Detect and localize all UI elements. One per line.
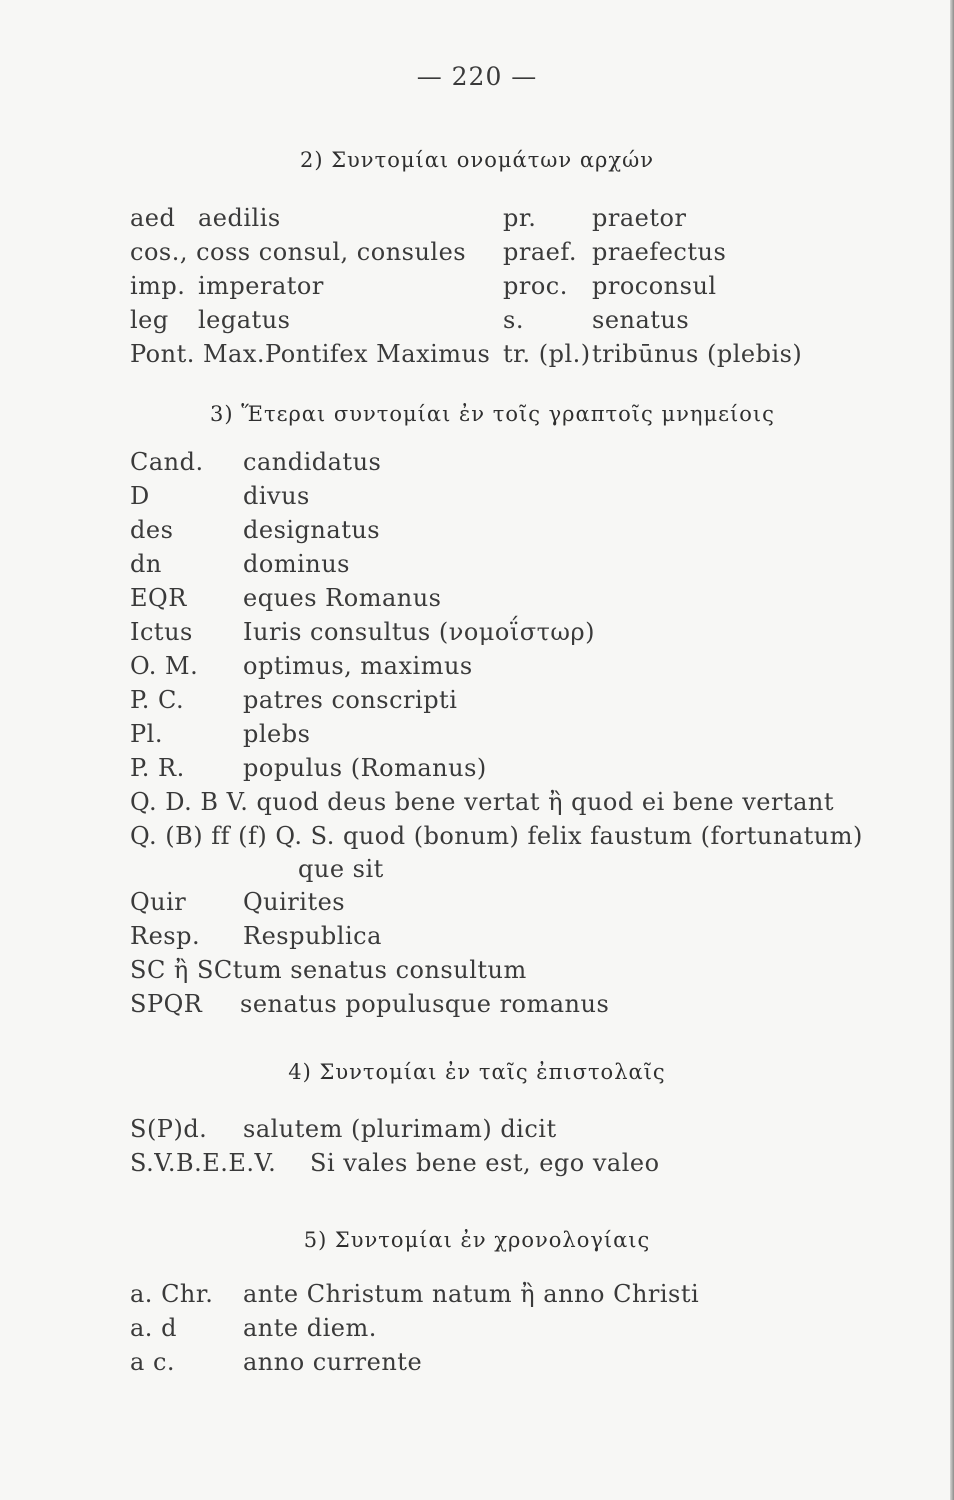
definition: imperator xyxy=(198,272,324,300)
list-item-qbffqs: Q. (B) ff (f) Q. S. quod (bonum) felix faustum (fortunatum) xyxy=(130,822,863,850)
abbreviation: a. Chr. xyxy=(130,1280,214,1308)
abbreviation: dn xyxy=(130,550,162,578)
definition: ante Christum natum ἢ anno Christi xyxy=(243,1280,700,1308)
definition: Iuris consultus (νομοΐστωρ) xyxy=(243,618,595,646)
definition: anno currente xyxy=(243,1348,423,1376)
abbreviation: Pont. Max.Pontifex Maximus xyxy=(130,340,491,368)
section-4-heading: 4) Συντομίαι ἐν ταῖς ἐπιστολαῖς xyxy=(288,1060,666,1084)
abbreviation: P. R. xyxy=(130,754,185,782)
abbreviation: S(P)d. xyxy=(130,1115,208,1143)
definition: praetor xyxy=(592,204,687,232)
abbreviation: aed xyxy=(130,204,176,232)
definition: populus (Romanus) xyxy=(243,754,487,782)
section-5-heading: 5) Συντομίαι ἐν χρονολογίαις xyxy=(303,1228,651,1252)
definition: aedilis xyxy=(198,204,281,232)
definition: dominus xyxy=(243,550,350,578)
abbreviation: s. xyxy=(503,306,524,334)
definition: Respublica xyxy=(243,922,382,950)
abbreviation: Cand. xyxy=(130,448,204,476)
abbreviation: Resp. xyxy=(130,922,201,950)
definition: designatus xyxy=(243,516,381,544)
definition: legatus xyxy=(198,306,291,334)
abbreviation: P. C. xyxy=(130,686,185,714)
definition: senatus xyxy=(592,306,690,334)
abbreviation: leg xyxy=(130,306,169,334)
definition: senatus populusque romanus xyxy=(240,990,610,1018)
abbreviation: D xyxy=(130,482,150,510)
section-2-heading: 2) Συντομίαι ονομάτων αρχών xyxy=(299,148,655,172)
page-edge xyxy=(950,0,954,1500)
abbreviation: cos., coss consul, consules xyxy=(130,238,467,266)
definition: proconsul xyxy=(592,272,717,300)
list-item-continuation: que sit xyxy=(298,855,384,883)
abbreviation: S.V.B.E.E.V. xyxy=(130,1149,277,1177)
abbreviation: EQR xyxy=(130,584,187,612)
abbreviation: tr. (pl.) xyxy=(503,340,591,368)
definition: plebs xyxy=(243,720,311,748)
definition: praefectus xyxy=(592,238,727,266)
definition: tribūnus (plebis) xyxy=(592,340,803,368)
abbreviation: Ictus xyxy=(130,618,193,646)
definition: salutem (plurimam) dicit xyxy=(243,1115,557,1143)
list-item-sc: SC ἢ SCtum senatus consultum xyxy=(130,956,527,984)
abbreviation: Quir xyxy=(130,888,187,916)
definition: eques Romanus xyxy=(243,584,442,612)
abbreviation: pr. xyxy=(503,204,537,232)
definition: optimus, maximus xyxy=(243,652,473,680)
definition: divus xyxy=(243,482,310,510)
definition: Si vales bene est, ego valeo xyxy=(310,1149,660,1177)
abbreviation: des xyxy=(130,516,174,544)
definition: Quirites xyxy=(243,888,346,916)
abbreviation: a c. xyxy=(130,1348,176,1376)
abbreviation: O. M. xyxy=(130,652,199,680)
abbreviation: Pl. xyxy=(130,720,163,748)
definition: candidatus xyxy=(243,448,382,476)
page-number: — 220 — xyxy=(416,62,538,91)
abbreviation: praef. xyxy=(503,238,578,266)
definition: ante diem. xyxy=(243,1314,377,1342)
section-3-heading: 3) Ἕτεραι συντομίαι ἐν τοῖς γραπτοῖς μνημείοις xyxy=(210,402,775,426)
abbreviation: proc. xyxy=(503,272,568,300)
abbreviation: imp. xyxy=(130,272,186,300)
list-item-qdbv: Q. D. B V. quod deus bene vertat ἢ quod ei bene vertant xyxy=(130,788,835,816)
abbreviation: a. d xyxy=(130,1314,177,1342)
definition: patres conscripti xyxy=(243,686,458,714)
abbreviation: SPQR xyxy=(130,990,203,1018)
